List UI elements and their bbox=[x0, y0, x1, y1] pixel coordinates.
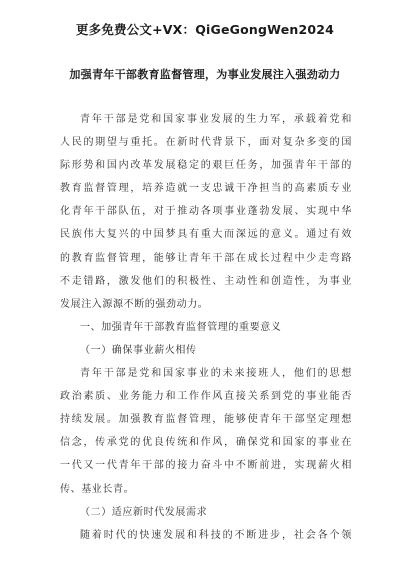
paragraph-line: 人民的期望与重托。在新时代背景下，面对复杂多变的国 bbox=[60, 137, 352, 149]
document-title: 加强青年干部教育监督管理，为事业发展注入强劲动力 bbox=[69, 68, 341, 81]
paragraph-line: 青年干部是党和国家事业的未来接班人，他们的思想 bbox=[80, 368, 352, 380]
paragraph-line: 教育监督管理，培养造就一支忠诚干净担当的高素质专业 bbox=[60, 183, 352, 195]
paragraph-line: 政治素质、业务能力和工作作风直接关系到党的事业能否 bbox=[60, 391, 352, 403]
document-body bbox=[60, 108, 352, 547]
paragraph-line: 随着时代的快速发展和科技的不断进步，社会各个领 bbox=[80, 529, 352, 541]
paragraph-line: 持续发展。加强教育监督管理，能够使青年干部坚定理想 bbox=[60, 414, 352, 426]
promo-header: 更多免费公文+VX：QiGeGongWen2024 bbox=[75, 22, 335, 37]
section-heading: （一）确保事业薪火相传 bbox=[80, 344, 197, 356]
paragraph-line: 传、基业长青。 bbox=[60, 483, 135, 495]
section-heading: （二）适应新时代发展需求 bbox=[80, 506, 208, 518]
section-heading: 一、加强青年干部教育监督管理的重要意义 bbox=[80, 321, 282, 333]
paragraph-line: 不走错路，激发他们的积极性、主动性和创造性，为事业 bbox=[60, 275, 352, 287]
paragraph-line: 信念，传承党的优良传统和作风，确保党和国家的事业在 bbox=[60, 437, 352, 449]
paragraph-line: 化青年干部队伍，对于推动各项事业蓬勃发展、实现中华 bbox=[60, 206, 352, 218]
paragraph-line: 民族伟大复兴的中国梦具有重大而深远的意义。通过有效 bbox=[60, 229, 352, 241]
paragraph-line: 际形势和国内改革发展稳定的艰巨任务，加强青年干部的 bbox=[60, 160, 352, 172]
paragraph-line: 青年干部是党和国家事业发展的生力军，承载着党和 bbox=[80, 114, 352, 125]
paragraph-line: 发展注入源源不断的强劲动力。 bbox=[60, 298, 209, 310]
paragraph-line: 一代又一代青年干部的接力奋斗中不断前进，实现薪火相 bbox=[60, 460, 352, 472]
paragraph-line: 的教育监督管理，能够让青年干部在成长过程中少走弯路 bbox=[60, 252, 352, 264]
